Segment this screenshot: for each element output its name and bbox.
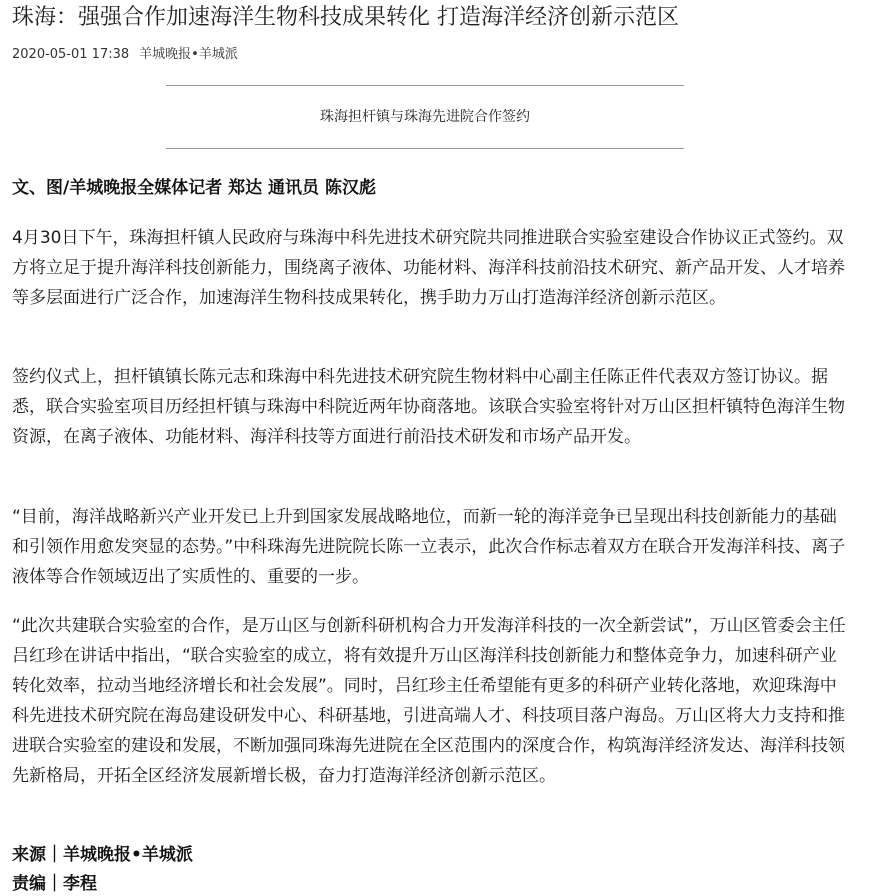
publisher-source: 羊城晚报•羊城派	[139, 47, 238, 62]
paragraph-3: “目前，海洋战略新兴产业开发已上升到国家发展战略地位，而新一轮的海洋竞争已呈现出科技创新能力的基础和引领作用愈发突显的态势。”中科珠海先进院院长陈一立表示，此次合作标志着双方在联合开发海洋科技、离子液体等合作领域迈出了实质性的、重要的一步。	[12, 507, 846, 587]
article-meta	[12, 46, 238, 64]
paragraph-1: 4月30日下午，珠海担杆镇人民政府与珠海中科先进技术研究院共同推进联合实验室建设合作协议正式签约。双方将立足于提升海洋科技创新能力，围绕离子液体、功能材料、海洋科技前沿技术研究、新产品开发、人才培养等多层面进行广泛合作，加速海洋生物科技成果转化，携手助力万山打造海洋经济创新示范区。	[12, 228, 845, 308]
image-caption-box	[166, 85, 684, 149]
article-title: 珠海：强强合作加速海洋生物科技成果转化 打造海洋经济创新示范区	[12, 5, 679, 30]
footer-editor: 责编｜李程	[12, 874, 97, 894]
paragraph-4: “此次共建联合实验室的合作，是万山区与创新科研机构合力开发海洋科技的一次全新尝试”，万山区管委会主任吕红珍在讲话中指出，“联合实验室的成立，将有效提升万山区海洋科技创新能力和整体竞争力，加速科研产业转化效率，拉动当地经济增长和社会发展”。同时，吕红珍主任希望能有更多的科研产业转化落地，欢迎珠海中科先进技术研究院在海岛建设研发中心、科研基地，引进高端人才、科技项目落户海岛。万山区将大力支持和推进联合实验室的建设和发展，不断加强同珠海先进院在全区范围内的深度合作，构筑海洋经济发达、海洋科技领先新格局，开拓全区经济发展新增长极，奋力打造海洋经济创新示范区。	[12, 616, 846, 786]
byline: 文、图/羊城晚报全媒体记者 郑达 通讯员 陈汉彪	[12, 178, 376, 198]
paragraph-2: 签约仪式上，担杆镇镇长陈元志和珠海中科先进技术研究院生物材料中心副主任陈正件代表双方签订协议。据悉，联合实验室项目历经担杆镇与珠海中科院近两年协商落地。该联合实验室将针对万山区担杆镇特色海洋生物资源，在离子液体、功能材料、海洋科技等方面进行前沿技术研发和市场产品开发。	[12, 367, 845, 447]
footer-source: 来源｜羊城晚报•羊城派	[12, 845, 193, 865]
publish-date: 2020-05-01 17:38	[12, 47, 130, 62]
image-caption: 珠海担杆镇与珠海先进院合作签约	[320, 109, 530, 125]
